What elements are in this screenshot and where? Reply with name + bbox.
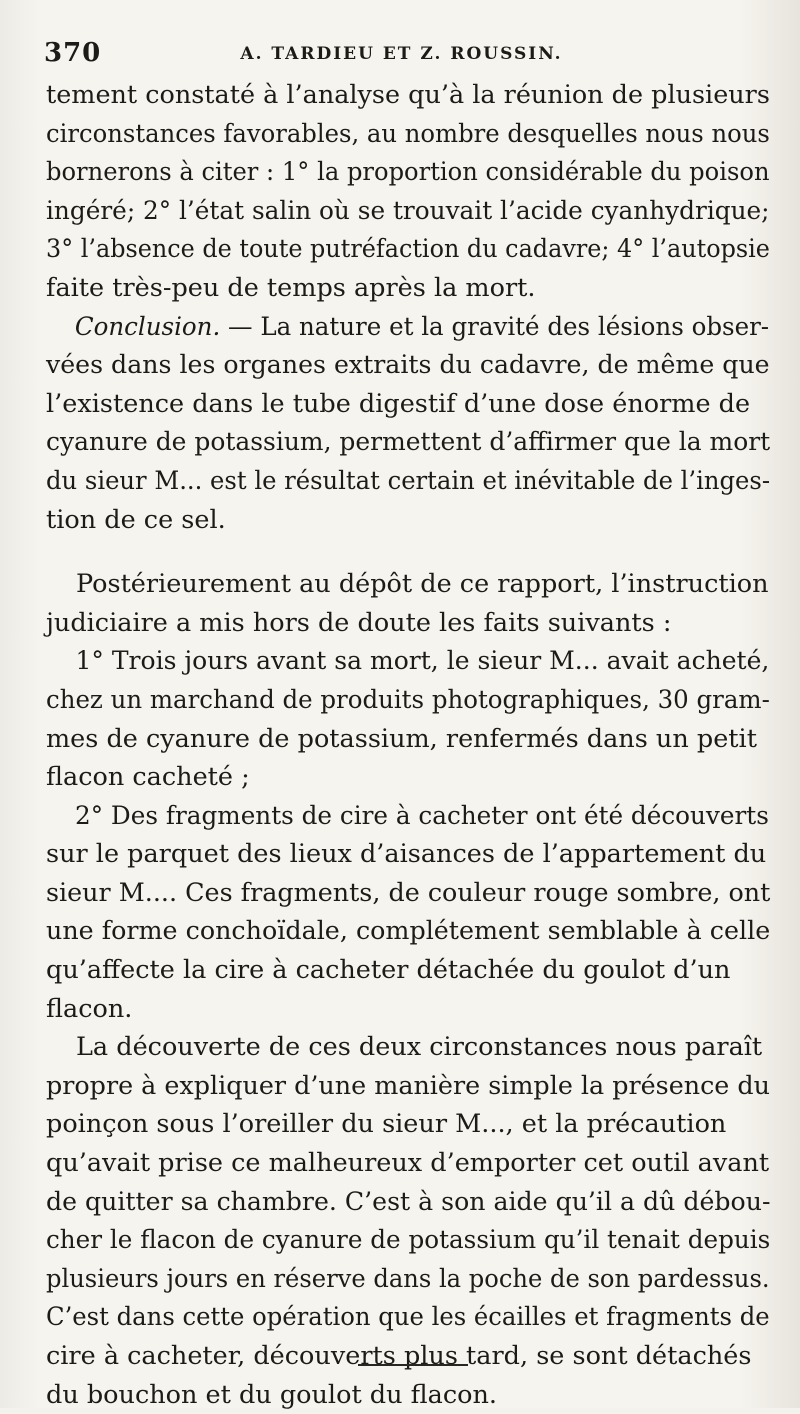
text-line: flacon cacheté ; [46,762,250,793]
text-line: sieur M.... Ces fragments, de couleur rouge sombre, ont [46,877,771,908]
paragraph-continuation [46,76,770,308]
text-line: mes de cyanure de potassium, renfermés dans un petit [46,723,757,754]
text-line: cire à cacheter, découverts plus tard, se sont détachés [46,1341,752,1371]
text-line: La découverte de ces deux circonstances nous paraît [76,1032,763,1063]
text-line: cyanure de potassium, permettent d’affirmer que la mort [46,427,771,458]
text-line: 2° Des fragments de cire à cacheter ont été découverts [75,800,769,831]
text-line [46,308,799,347]
text-line: du sieur M... est le résultat certain et inévitable de l’inges- [46,465,771,496]
page-number: 370 [44,38,102,68]
text-line: ingéré; 2° l’état salin où se trouvait l’acide cyanhydrique; [46,195,770,226]
text-line: 3° l’absence de toute putréfaction du cadavre; 4° l’autopsie [46,234,770,265]
text-line: poinçon sous l’oreiller du sieur M..., et la précaution [46,1109,727,1140]
text-line: une forme conchoïdale, complétement semblable à celle [46,916,771,947]
text-line: plusieurs jours en réserve dans la poche de son pardessus. [46,1263,770,1294]
text-line: vées dans les organes extraits du cadavre, de même que [46,350,770,381]
text-line: chez un marchand de produits photographiques, 30 gram- [46,684,770,715]
text-line: faite très-peu de temps après la mort. [46,272,536,303]
paragraph-fact-2 [46,797,770,1029]
paragraph-decouverte [46,1028,770,1414]
text-line: 1° Trois jours avant sa mort, le sieur M... avait acheté, [75,646,770,677]
paragraph-posterieurement [46,565,770,642]
text-line: l’existence dans le tube digestif d’une dose énorme de [46,388,751,419]
text-line: cher le flacon de cyanure de potassium qu’il tenait depuis [46,1225,771,1256]
end-rule [358,1364,468,1366]
text-line: Postérieurement au dépôt de ce rapport, l’instruction [76,569,769,600]
running-head: A. TARDIEU ET Z. ROUSSIN. [240,44,563,64]
page-header [44,38,759,68]
paragraph-conclusion [46,308,770,540]
text-line: flacon. [46,993,133,1024]
text-line: qu’avait prise ce malheureux d’emporter cet outil avant [46,1148,770,1179]
text-line: bornerons à citer : 1° la proportion considérable du poison [46,157,770,188]
paragraph-fact-1 [46,642,770,796]
text-line: propre à expliquer d’une manière simple la présence du [46,1070,771,1101]
text-line: qu’affecte la cire à cacheter détachée du goulot d’un [46,955,731,986]
text-run: — La nature et la gravité des lésions obser- [220,311,770,342]
text-line: du bouchon et du goulot du flacon. [46,1379,498,1410]
text-line: C’est dans cette opération que les écailles et fragments de [46,1302,770,1333]
conclusion-label: Conclusion. [74,311,221,342]
page-body [46,76,770,1414]
text-line: sur le parquet des lieux d’aisances de l’appartement du [46,839,767,870]
text-line: circonstances favorables, au nombre desquelles nous nous [46,118,770,149]
text-line: tement constaté à l’analyse qu’à la réunion de plusieurs [46,80,770,110]
text-line: judiciaire a mis hors de doute les faits suivants : [46,607,672,638]
text-line: de quitter sa chambre. C’est à son aide qu’il a dû débou- [46,1186,771,1217]
text-line: tion de ce sel. [46,504,226,535]
